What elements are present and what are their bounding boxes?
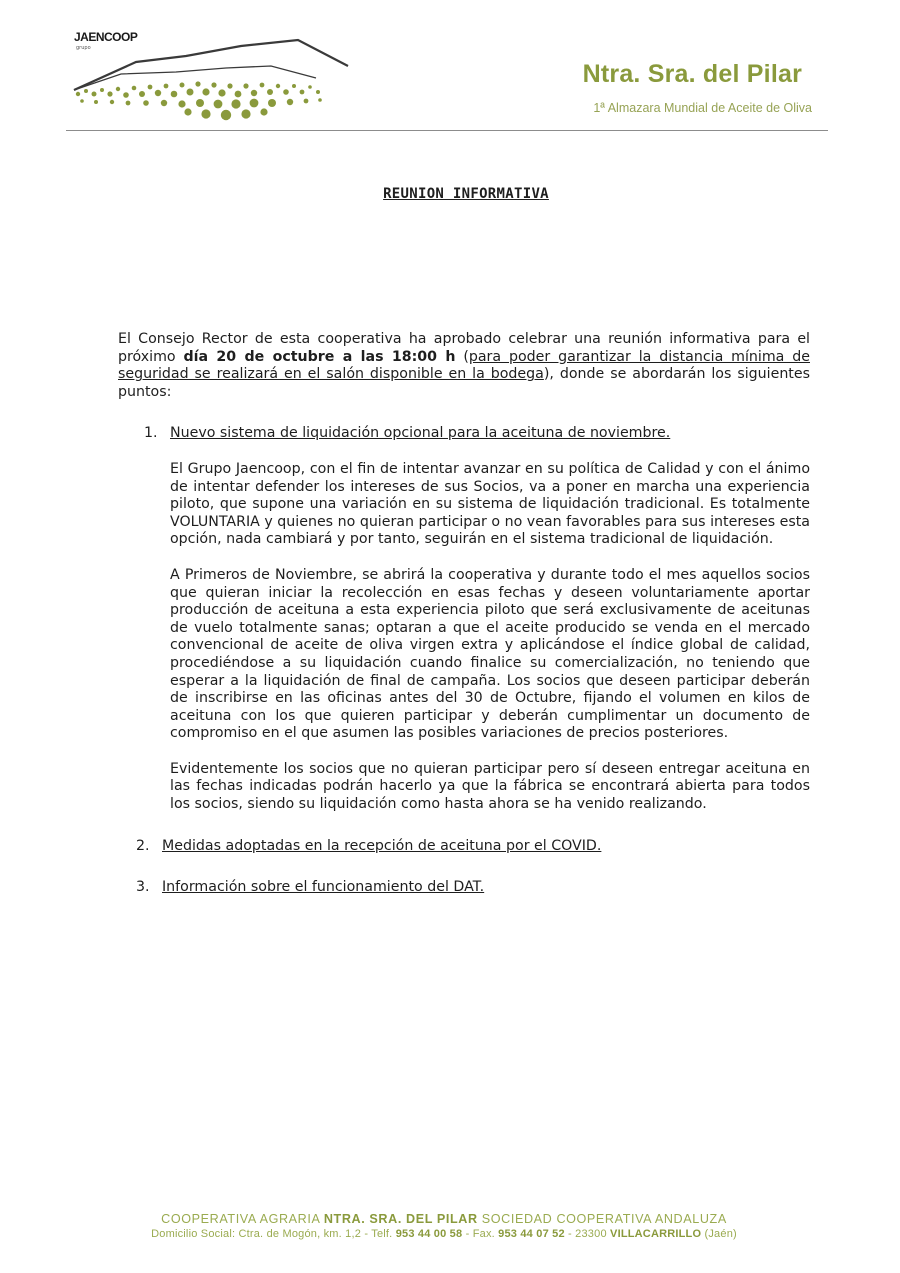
header-divider xyxy=(66,130,828,131)
agenda-item-title: Nuevo sistema de liquidación opcional para la aceituna de noviembre. xyxy=(170,425,671,442)
document-body xyxy=(118,331,810,897)
footer-address-line xyxy=(0,1228,888,1240)
footer-text: COOPERATIVA AGRARIA xyxy=(161,1212,324,1226)
agenda-item-3 xyxy=(118,879,810,897)
agenda-item-2 xyxy=(118,838,810,856)
footer-town: VILLACARRILLO xyxy=(610,1228,702,1240)
logo-brand-text: JAENCOOP xyxy=(74,30,138,44)
agenda-item-title: Información sobre el funcionamiento del DAT. xyxy=(162,879,485,896)
intro-text-3: ), donde se abordarán los siguientes puntos: xyxy=(118,366,810,400)
footer-text: (Jaén) xyxy=(701,1228,737,1240)
jaencoop-logo xyxy=(66,28,356,123)
agenda-item-number: 3. xyxy=(136,879,150,896)
item-1-paragraph-3: Evidentemente los socios que no quieran participar pero sí deseen entregar aceituna en las fechas indicadas podrán hacerlo ya que la fábrica se encontrará abierta para todos los socios, siendo su liquidación como hasta ahora se ha venido realizando. xyxy=(170,760,810,813)
agenda-item-number: 1. xyxy=(144,425,158,442)
agenda-item-title: Medidas adoptadas en la recepción de aceituna por el COVID. xyxy=(162,837,602,854)
venue-note: para poder garantizar la distancia mínima de seguridad se realizará en el salón disponible en la bodega xyxy=(118,348,810,383)
footer-address: Domicilio Social: Ctra. de Mogón, km. 1,2 - Telf. xyxy=(151,1228,396,1240)
cooperative-tagline: 1ª Almazara Mundial de Aceite de Oliva xyxy=(593,101,812,115)
item-1-paragraph-1: El Grupo Jaencoop, con el fin de intentar avanzar en su política de Calidad y con el ánimo de intentar defender los intereses de sus Socios, va a poner en marcha una experiencia piloto, que supone una variación en su sistema de liquidación tradicional. Es totalmente VOLUNTARIA y quienes no quieran participar o no vean favorables para sus intereses esta opción, nada cambiará y por tanto, seguirán en el sistema tradicional de liquidación. xyxy=(170,460,810,548)
footer-fax: 953 44 07 52 xyxy=(498,1228,565,1240)
intro-text-2: ( xyxy=(455,348,469,365)
footer-text: - Fax. xyxy=(462,1228,499,1240)
intro-paragraph xyxy=(118,331,810,401)
footer-text: - 23300 xyxy=(564,1228,611,1240)
intro-text-1: El Consejo Rector de esta cooperativa ha aprobado celebrar una reunión informativa para el próximo xyxy=(118,331,810,365)
agenda-item-number: 2. xyxy=(136,837,150,854)
document-title: REUNION INFORMATIVA xyxy=(383,186,549,202)
item-1-paragraph-2: A Primeros de Noviembre, se abrirá la cooperativa y durante todo el mes aquellos socios que quieran iniciar la recolección en esas fechas y deseen voluntariamente aportar producción de aceituna a esta experiencia piloto que será exclusivamente de aceitunas de vuelo totalmente sanas; optaran a que el aceite producido se venda en el mercado convencional de aceite de oliva virgen extra y aplicándose el índice global de calidad, procediéndose a su liquidación cuando finalice su comercialización, no teniendo que esperar a la liquidación de final de campaña. Los socios que deseen participar deberán de inscribirse en las oficinas antes del 30 de Octubre, fijando el volumen en kilos de aceituna con los que quieren participar y deberán cumplimentar un documento de compromiso en el que asumen las posibles variaciones de precios posteriores. xyxy=(170,566,810,742)
cooperative-name: Ntra. Sra. del Pilar xyxy=(582,60,802,88)
footer-phone: 953 44 00 58 xyxy=(395,1228,463,1240)
agenda-item-1 xyxy=(118,425,810,813)
logo-sub-text: grupo xyxy=(76,45,91,51)
footer-cooperative-line xyxy=(0,1212,888,1226)
footer-name: NTRA. SRA. DEL PILAR xyxy=(323,1212,478,1226)
footer-text: SOCIEDAD COOPERATIVA ANDALUZA xyxy=(477,1212,727,1226)
meeting-date: día 20 de octubre a las 18:00 h xyxy=(183,348,456,365)
